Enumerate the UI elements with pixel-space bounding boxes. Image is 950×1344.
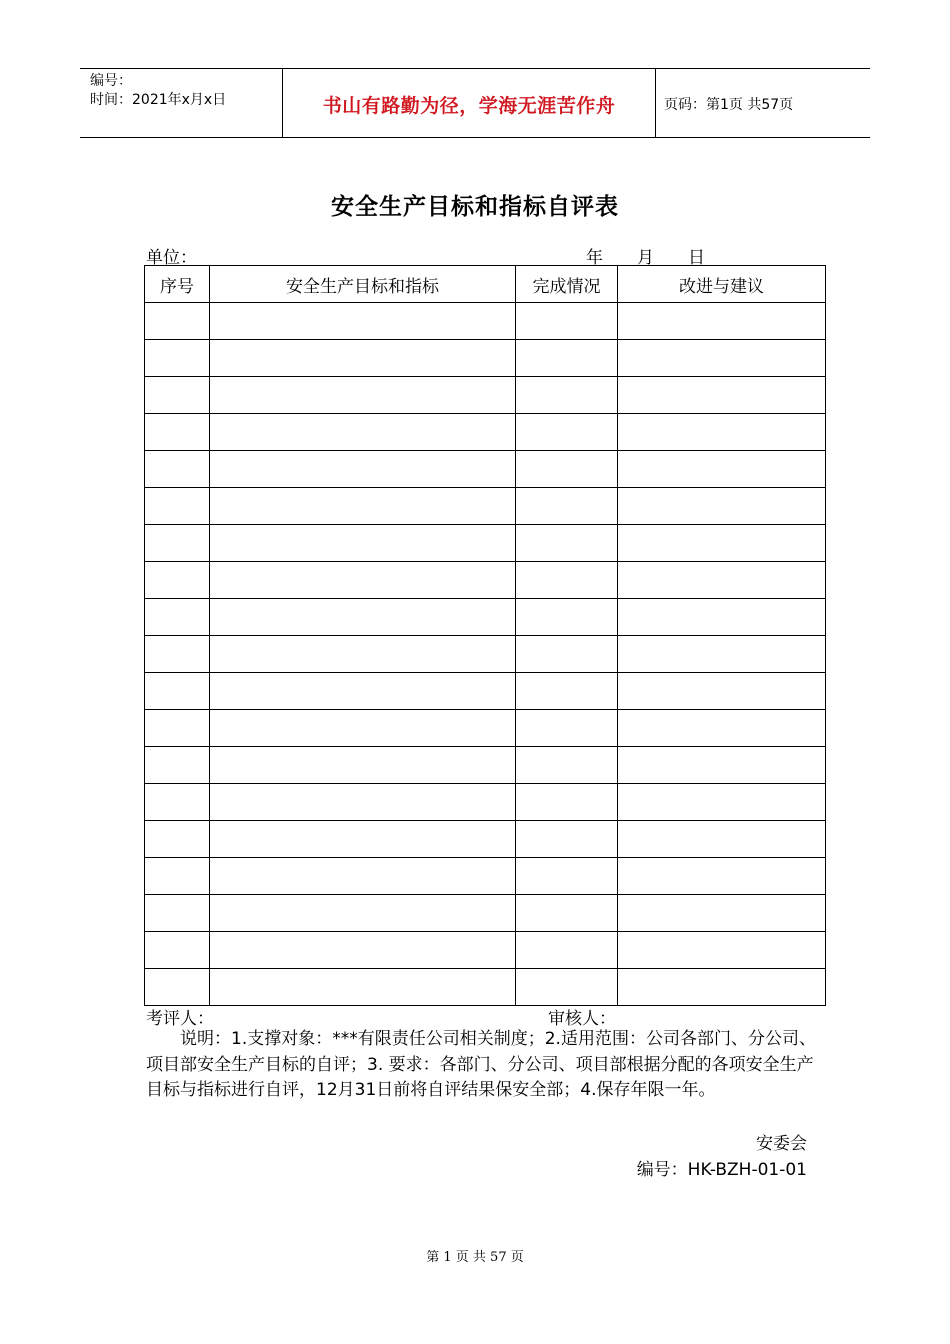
cell-target[interactable] <box>210 562 516 599</box>
table-row <box>145 562 826 599</box>
cell-status[interactable] <box>516 377 618 414</box>
cell-suggestion[interactable] <box>618 932 826 969</box>
date-label: 年 月 日 <box>586 248 705 268</box>
cell-suggestion[interactable] <box>618 525 826 562</box>
cell-number[interactable] <box>145 932 210 969</box>
cell-suggestion[interactable] <box>618 340 826 377</box>
cell-target[interactable] <box>210 710 516 747</box>
cell-number[interactable] <box>145 340 210 377</box>
cell-number[interactable] <box>145 710 210 747</box>
page-footer: 第 1 页 共 57 页 <box>426 1250 524 1265</box>
cell-suggestion[interactable] <box>618 969 826 1006</box>
cell-target[interactable] <box>210 747 516 784</box>
cell-number[interactable] <box>145 784 210 821</box>
header-time-label: 时间：2021年x月x日 <box>90 92 227 108</box>
cell-target[interactable] <box>210 784 516 821</box>
header-motto: 书山有路勤为径，学海无涯苦作舟 <box>322 95 616 117</box>
reviewer-label: 审核人： <box>548 1009 616 1029</box>
table-row <box>145 784 826 821</box>
table-row <box>145 858 826 895</box>
cell-number[interactable] <box>145 377 210 414</box>
cell-status[interactable] <box>516 895 618 932</box>
cell-status[interactable] <box>516 710 618 747</box>
cell-number[interactable] <box>145 673 210 710</box>
table-row <box>145 821 826 858</box>
cell-target[interactable] <box>210 488 516 525</box>
cell-target[interactable] <box>210 969 516 1006</box>
cell-status[interactable] <box>516 821 618 858</box>
cell-suggestion[interactable] <box>618 673 826 710</box>
cell-suggestion[interactable] <box>618 895 826 932</box>
header-number-label: 编号： <box>90 73 132 89</box>
cell-status[interactable] <box>516 451 618 488</box>
cell-status[interactable] <box>516 969 618 1006</box>
cell-target[interactable] <box>210 451 516 488</box>
cell-number[interactable] <box>145 821 210 858</box>
header-page-cell <box>656 69 870 137</box>
table-row <box>145 969 826 1006</box>
cell-target[interactable] <box>210 340 516 377</box>
note-text: 说明：1.支撑对象：***有限责任公司相关制度；2.适用范围：公司各部门、分公司、项目部安全生产目标的自评；3. 要求：各部门、分公司、项目部根据分配的各项安全生产目标与指标进行自评，12月31日前将自评结果保安全部；4.保存年限一年。 <box>146 1029 816 1100</box>
table-row <box>145 451 826 488</box>
cell-status[interactable] <box>516 414 618 451</box>
cell-status[interactable] <box>516 488 618 525</box>
evaluator-label: 考评人： <box>146 1009 214 1029</box>
cell-status[interactable] <box>516 636 618 673</box>
cell-suggestion[interactable] <box>618 858 826 895</box>
cell-number[interactable] <box>145 562 210 599</box>
table-row <box>145 488 826 525</box>
table-row <box>145 340 826 377</box>
cell-status[interactable] <box>516 303 618 340</box>
table-body <box>145 303 826 1006</box>
column-header-status: 完成情况 <box>516 266 618 303</box>
unit-label: 单位： <box>146 248 197 268</box>
cell-target[interactable] <box>210 636 516 673</box>
cell-status[interactable] <box>516 747 618 784</box>
table-row <box>145 932 826 969</box>
cell-number[interactable] <box>145 451 210 488</box>
cell-suggestion[interactable] <box>618 562 826 599</box>
header-page-info: 页码：第1页 共57页 <box>664 97 794 113</box>
table-row <box>145 636 826 673</box>
document-number: 编号：HK-BZH-01-01 <box>636 1160 807 1180</box>
table-row <box>145 895 826 932</box>
table-header-row <box>145 266 826 303</box>
cell-suggestion[interactable] <box>618 303 826 340</box>
cell-number[interactable] <box>145 747 210 784</box>
cell-suggestion[interactable] <box>618 488 826 525</box>
cell-number[interactable] <box>145 488 210 525</box>
header-motto-cell <box>282 69 656 137</box>
column-header-suggestion: 改进与建议 <box>618 266 826 303</box>
cell-target[interactable] <box>210 895 516 932</box>
evaluation-table <box>144 265 826 1006</box>
cell-number[interactable] <box>145 525 210 562</box>
table-row <box>145 414 826 451</box>
cell-number[interactable] <box>145 895 210 932</box>
cell-target[interactable] <box>210 599 516 636</box>
cell-suggestion[interactable] <box>618 414 826 451</box>
cell-number[interactable] <box>145 414 210 451</box>
cell-suggestion[interactable] <box>618 599 826 636</box>
cell-suggestion[interactable] <box>618 636 826 673</box>
cell-status[interactable] <box>516 932 618 969</box>
table-row <box>145 303 826 340</box>
cell-status[interactable] <box>516 525 618 562</box>
table-row <box>145 673 826 710</box>
cell-number[interactable] <box>145 858 210 895</box>
table-row <box>145 377 826 414</box>
cell-status[interactable] <box>516 784 618 821</box>
table-row <box>145 710 826 747</box>
cell-target[interactable] <box>210 858 516 895</box>
cell-suggestion[interactable] <box>618 710 826 747</box>
cell-target[interactable] <box>210 525 516 562</box>
cell-suggestion[interactable] <box>618 377 826 414</box>
cell-target[interactable] <box>210 673 516 710</box>
page-header <box>80 68 870 138</box>
cell-suggestion[interactable] <box>618 784 826 821</box>
table-row <box>145 599 826 636</box>
cell-status[interactable] <box>516 673 618 710</box>
issuer-label: 安委会 <box>756 1134 807 1154</box>
table-row <box>145 747 826 784</box>
cell-status[interactable] <box>516 340 618 377</box>
cell-number[interactable] <box>145 303 210 340</box>
note-paragraph <box>146 1027 822 1104</box>
cell-suggestion[interactable] <box>618 451 826 488</box>
cell-number[interactable] <box>145 636 210 673</box>
cell-target[interactable] <box>210 821 516 858</box>
header-meta-cell <box>80 69 282 137</box>
table-row <box>145 525 826 562</box>
cell-suggestion[interactable] <box>618 821 826 858</box>
cell-target[interactable] <box>210 414 516 451</box>
cell-target[interactable] <box>210 303 516 340</box>
cell-target[interactable] <box>210 377 516 414</box>
document-title: 安全生产目标和指标自评表 <box>331 194 619 220</box>
cell-status[interactable] <box>516 562 618 599</box>
cell-number[interactable] <box>145 969 210 1006</box>
cell-suggestion[interactable] <box>618 747 826 784</box>
cell-target[interactable] <box>210 932 516 969</box>
cell-number[interactable] <box>145 599 210 636</box>
cell-status[interactable] <box>516 599 618 636</box>
column-header-target: 安全生产目标和指标 <box>210 266 516 303</box>
cell-status[interactable] <box>516 858 618 895</box>
column-header-number: 序号 <box>145 266 210 303</box>
